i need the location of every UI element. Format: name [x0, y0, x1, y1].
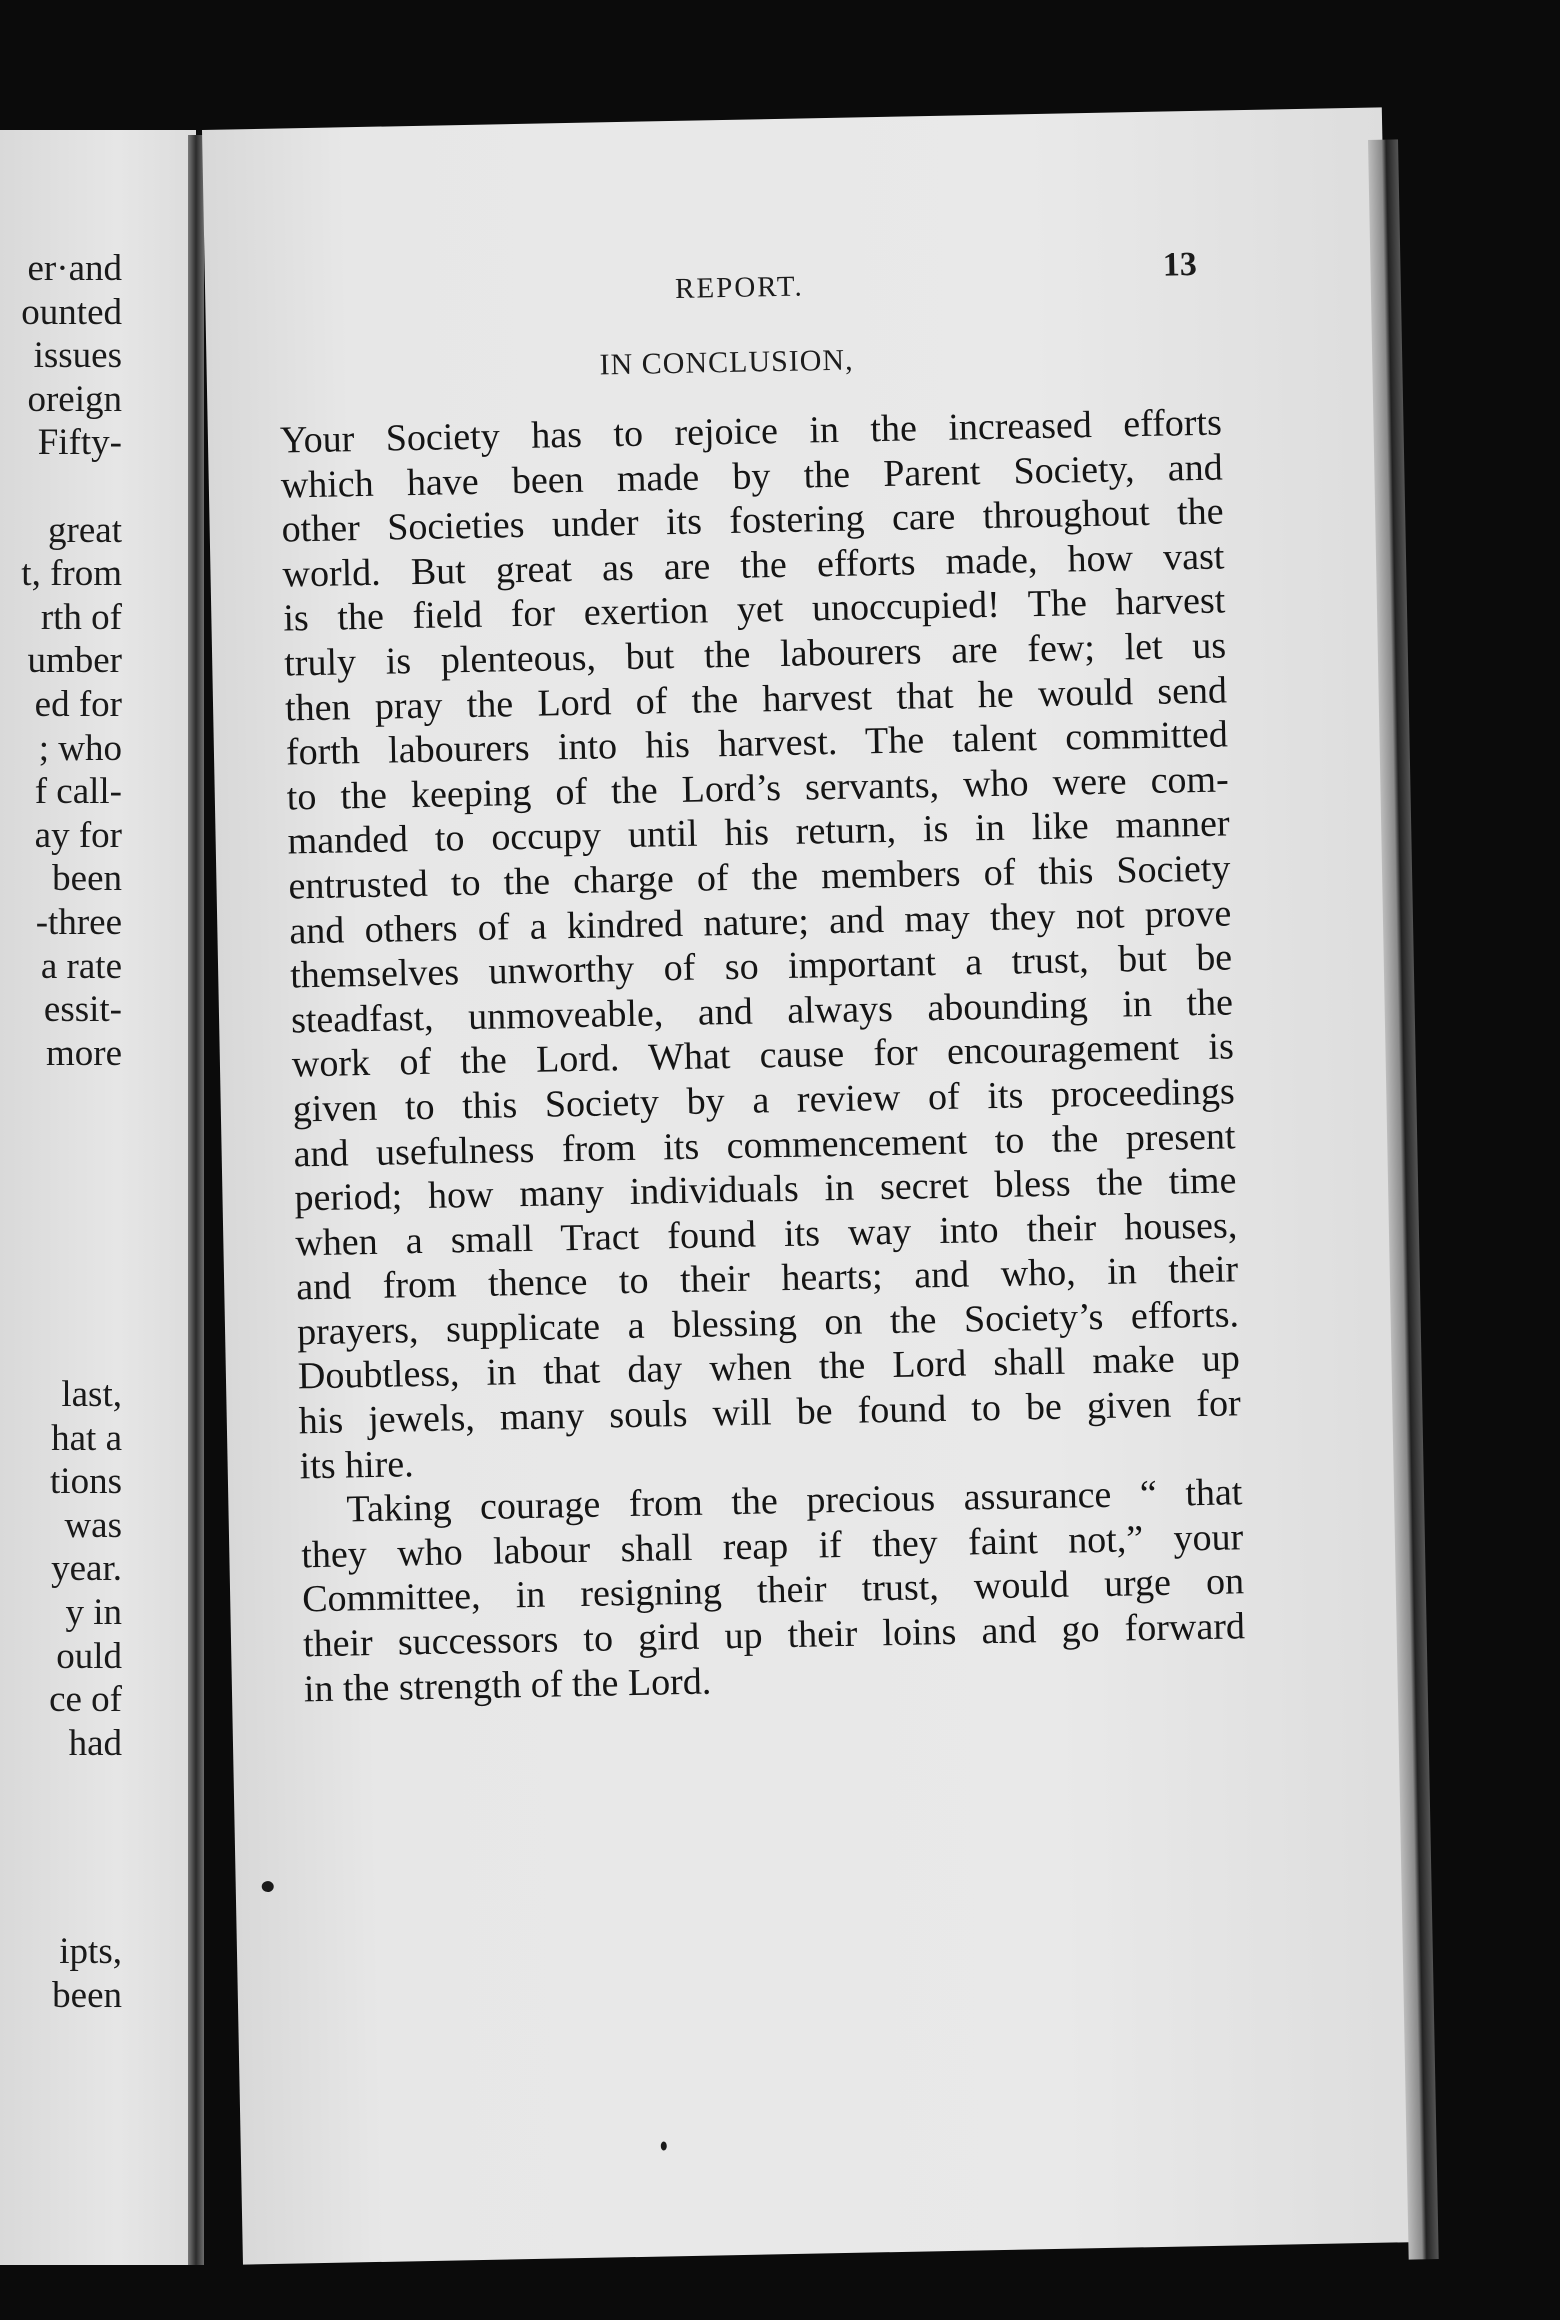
text-line: when a small Tract found its way into their houses,: [294, 1204, 1238, 1265]
left-line: been: [52, 1974, 122, 2016]
left-line: [0, 465, 122, 509]
left-line: y in: [65, 1591, 122, 1633]
text-line: and usefulness from its commencement to the present: [293, 1114, 1236, 1175]
left-line: ay for: [34, 814, 122, 856]
page-number: 13: [1162, 245, 1198, 284]
left-line: ipts,: [59, 1931, 122, 1972]
text-line: given to this Society by a review of its proceedings: [292, 1070, 1236, 1131]
left-line: had: [68, 1722, 122, 1764]
left-page-text-block-2: [0, 1373, 122, 1765]
left-line: -three: [35, 901, 122, 943]
left-line: great: [48, 509, 122, 551]
text-line: to the keeping of the Lord’s servants, who were com-: [286, 758, 1230, 819]
text-line: Doubtless, in that day when the Lord shall make up: [297, 1337, 1241, 1398]
left-line: last,: [61, 1374, 122, 1415]
text-line: and from thence to their hearts; and who, in their: [295, 1248, 1239, 1309]
right-page: [202, 107, 1423, 2264]
left-line: t, from: [21, 553, 122, 595]
paragraph-1: [280, 400, 1242, 1488]
left-line: been: [52, 858, 122, 900]
text-line: prayers, supplicate a blessing on the Society’s efforts.: [296, 1293, 1240, 1354]
text-line: truly is plenteous, but the labourers are few; let us: [283, 624, 1227, 685]
left-line: Fifty-: [37, 422, 122, 464]
left-line: more: [45, 1032, 122, 1074]
text-line: Committee, in resigning their trust, would urge on: [301, 1560, 1245, 1621]
text-line: other Societies under its fostering care throughout the: [281, 490, 1224, 551]
left-line: year.: [51, 1548, 122, 1590]
left-line: ould: [56, 1635, 122, 1677]
text-line: they who labour shall reap if they faint not,” your: [300, 1516, 1244, 1577]
text-line: his jewels, many souls will be found to be given for: [298, 1382, 1242, 1443]
left-line: er·and: [27, 248, 122, 289]
text-line: forth labourers into his harvest. The talent committed: [285, 713, 1229, 774]
text-line: manded to occupy until his return, is in like manner: [287, 802, 1230, 863]
left-line: ; who: [38, 727, 122, 769]
body-text: [280, 400, 1247, 1711]
paragraph-2: [300, 1471, 1246, 1712]
text-line: entrusted to the charge of the members of this Society: [288, 847, 1231, 908]
book-gutter: [188, 135, 204, 2265]
left-line: essit-: [43, 989, 122, 1031]
left-line: rth of: [40, 596, 122, 638]
text-line: themselves unworthy of so important a trust, but be: [289, 936, 1233, 997]
left-line: hat a: [51, 1417, 122, 1459]
text-line: steadfast, unmoveable, and always abounding in the: [290, 981, 1234, 1042]
left-line: ce of: [49, 1679, 122, 1721]
ink-speck: [262, 1881, 274, 1892]
running-head: REPORT.: [674, 270, 804, 305]
left-page-text-block-3: [0, 1930, 122, 2017]
text-line: period; how many individuals in secret bless the time: [294, 1159, 1237, 1220]
left-line: f call-: [34, 771, 122, 813]
left-page-text-block-1: [0, 247, 122, 1075]
left-line: umber: [27, 640, 122, 682]
ink-speck: [661, 2141, 667, 2150]
text-line: Taking courage from the precious assurance “ that: [346, 1471, 1243, 1531]
section-heading: IN CONCLUSION,: [599, 343, 854, 382]
text-line: which have been made by the Parent Society, and: [280, 446, 1224, 507]
text-line: and others of a kindred nature; and may they not prove: [288, 891, 1232, 952]
text-line: then pray the Lord of the harvest that he would send: [284, 668, 1228, 730]
text-line: world. But great as are the efforts made, how vast: [282, 535, 1225, 596]
text-line: their successors to gird up their loins and go forward: [302, 1605, 1246, 1666]
left-line: issues: [33, 335, 122, 377]
text-line: work of the Lord. What cause for encouragement is: [291, 1025, 1235, 1086]
left-line: ounted: [21, 291, 122, 333]
left-line: tions: [50, 1461, 122, 1503]
text-line: Your Society has to rejoice in the increased efforts: [279, 401, 1223, 462]
text-line: is the field for exertion yet unoccupied! The harvest: [282, 579, 1226, 640]
text-line: in the strength of the Lord.: [303, 1660, 712, 1710]
left-facing-page: [0, 130, 196, 2265]
left-line: oreign: [27, 378, 122, 420]
left-line: a rate: [40, 945, 122, 987]
left-line: ed for: [34, 683, 122, 725]
left-line: was: [64, 1504, 122, 1546]
text-line: its hire.: [299, 1442, 415, 1488]
